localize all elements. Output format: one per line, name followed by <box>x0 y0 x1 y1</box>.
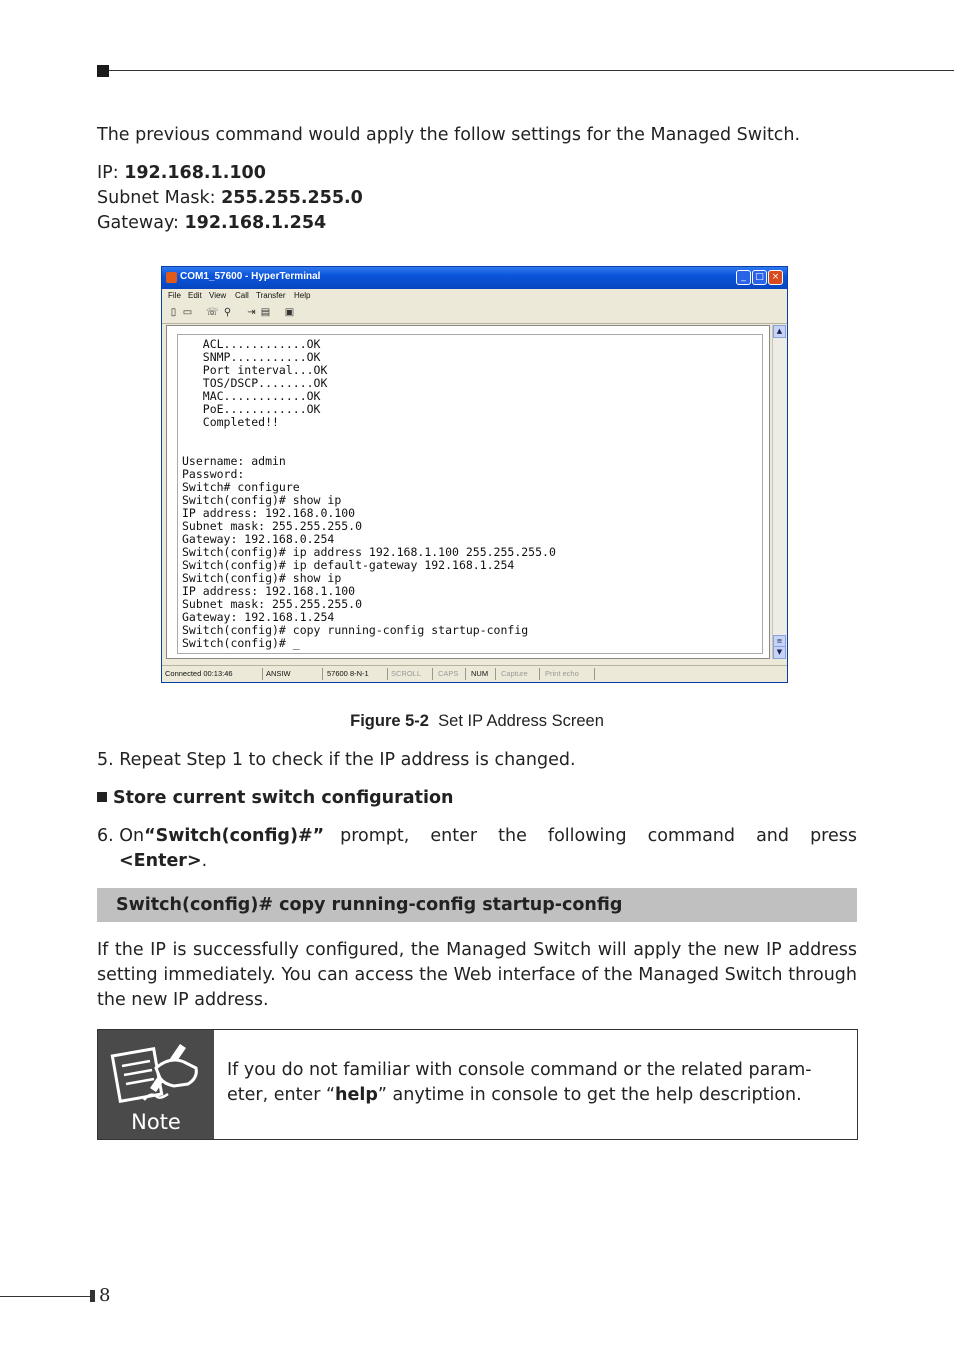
note-box <box>97 1029 858 1140</box>
terminal-frame <box>166 325 770 659</box>
step-6-middle: prompt, enter the following command and press <box>340 826 857 846</box>
disconnect-icon[interactable]: ⚲ <box>223 307 232 318</box>
footer-marker <box>90 1290 95 1302</box>
send-icon[interactable]: ⇥ <box>247 307 256 318</box>
status-bar <box>162 665 787 683</box>
status-port: 57600 8-N-1 <box>327 669 369 678</box>
new-file-icon[interactable]: ▯ <box>170 307 177 318</box>
setting-mask-value: 255.255.255.0 <box>221 188 363 208</box>
setting-ip-label: IP: <box>97 163 125 183</box>
status-print-echo: Print echo <box>545 669 579 678</box>
open-folder-icon[interactable]: ▭ <box>182 307 193 318</box>
scroll-down-icon[interactable]: ▼ <box>773 646 786 659</box>
step-5: 5. Repeat Step 1 to check if the IP address is changed. <box>97 750 576 770</box>
menu-edit[interactable]: Edit <box>188 291 202 300</box>
note-sidebar <box>98 1030 214 1139</box>
toolbar <box>162 303 787 324</box>
result-paragraph: If the IP is successfully configured, the Managed Switch will apply the new IP address setting immediately. You can access the Web interface of the Managed Switch through the new IP address. <box>97 940 857 1010</box>
square-bullet-icon <box>97 792 107 802</box>
connect-icon[interactable]: ☏ <box>206 307 219 318</box>
note-text-before: If you do not familiar with console command or the related param-eter, enter “ <box>227 1060 812 1105</box>
page-number: 8 <box>99 1285 111 1306</box>
setting-mask <box>97 186 363 211</box>
setting-gateway-label: Gateway: <box>97 213 185 233</box>
scroll-up-icon[interactable]: ▲ <box>773 325 786 338</box>
hyperterminal-icon <box>166 272 177 283</box>
status-scroll: SCROLL <box>391 669 422 678</box>
status-caps: CAPS <box>438 669 459 678</box>
status-connected: Connected 00:13:46 <box>165 669 233 678</box>
menu-call[interactable]: Call <box>235 291 249 300</box>
menu-transfer[interactable]: Transfer <box>256 291 286 300</box>
command-text: Switch(config)# copy running-config startup-config <box>116 895 623 915</box>
step-6-prompt: “Switch(config)#” <box>144 826 325 846</box>
setting-gateway <box>97 211 326 236</box>
close-icon[interactable]: × <box>768 270 783 285</box>
menu-view[interactable]: View <box>209 291 227 300</box>
status-capture: Capture <box>501 669 528 678</box>
setting-gateway-value: 192.168.1.254 <box>184 213 327 233</box>
properties-icon[interactable]: ▣ <box>284 307 295 318</box>
window-titlebar[interactable] <box>162 267 787 289</box>
terminal-scrollbar[interactable] <box>772 325 786 659</box>
figure-label: Figure 5-2 <box>350 712 429 730</box>
scroll-thumb[interactable]: ≡ <box>773 635 786 647</box>
step-6-key: <Enter> <box>119 851 202 871</box>
menu-bar <box>162 289 787 303</box>
section-heading <box>97 786 453 811</box>
step-6 <box>97 824 857 874</box>
window-title: COM1_57600 - HyperTerminal <box>180 271 321 282</box>
note-icon <box>110 1038 202 1108</box>
figure-title: Set IP Address Screen <box>438 712 604 730</box>
setting-ip <box>97 161 266 186</box>
menu-help[interactable]: Help <box>294 291 311 300</box>
note-text <box>227 1058 847 1108</box>
command-box <box>97 888 857 922</box>
note-text-after: ” anytime in console to get the help description. <box>377 1085 802 1105</box>
setting-mask-label: Subnet Mask: <box>97 188 222 208</box>
step-6-end: . <box>201 851 208 871</box>
minimize-icon[interactable]: _ <box>736 270 751 285</box>
step-6-prefix: 6. On <box>97 826 145 846</box>
receive-icon[interactable]: ▤ <box>260 307 271 318</box>
terminal-area[interactable] <box>177 334 763 654</box>
footer-rule <box>0 1296 92 1297</box>
intro-paragraph: The previous command would apply the follow settings for the Managed Switch. <box>97 125 801 145</box>
setting-ip-value: 192.168.1.100 <box>124 163 266 183</box>
status-emulation: ANSIW <box>266 669 291 678</box>
section-heading-text: Store current switch configuration <box>113 788 454 808</box>
header-marker <box>97 65 109 77</box>
hyperterminal-window <box>161 266 788 683</box>
note-label: Note <box>131 1110 181 1134</box>
maximize-icon[interactable]: □ <box>752 270 767 285</box>
header-rule <box>109 70 954 71</box>
status-num: NUM <box>471 669 489 678</box>
note-help-word: help <box>335 1085 378 1105</box>
menu-file[interactable]: File <box>168 291 181 300</box>
terminal-output: ACL............OK SNMP...........OK Port interval...OK TOS/DSCP........OK MAC............OK PoE............OK Completed!! Username: admin Password: Switch# configure Switch(config)# show ip IP address: 192.168.0.100 Subnet mask: 255.255.255.0 Gateway: 192.168.0.254 Switch(config)# ip address 192.168.1.100 255.255.255.0 Switch(config)# ip default-gateway 192.168.1.254 Switch(config)# show ip IP address: 192.168.1.100 Subnet mask: 255.255.255.0 Gateway: 192.168.1.254 Switch(config)# copy running-config startup-config Switch(config)# _ <box>182 337 556 650</box>
figure-caption <box>0 712 954 731</box>
